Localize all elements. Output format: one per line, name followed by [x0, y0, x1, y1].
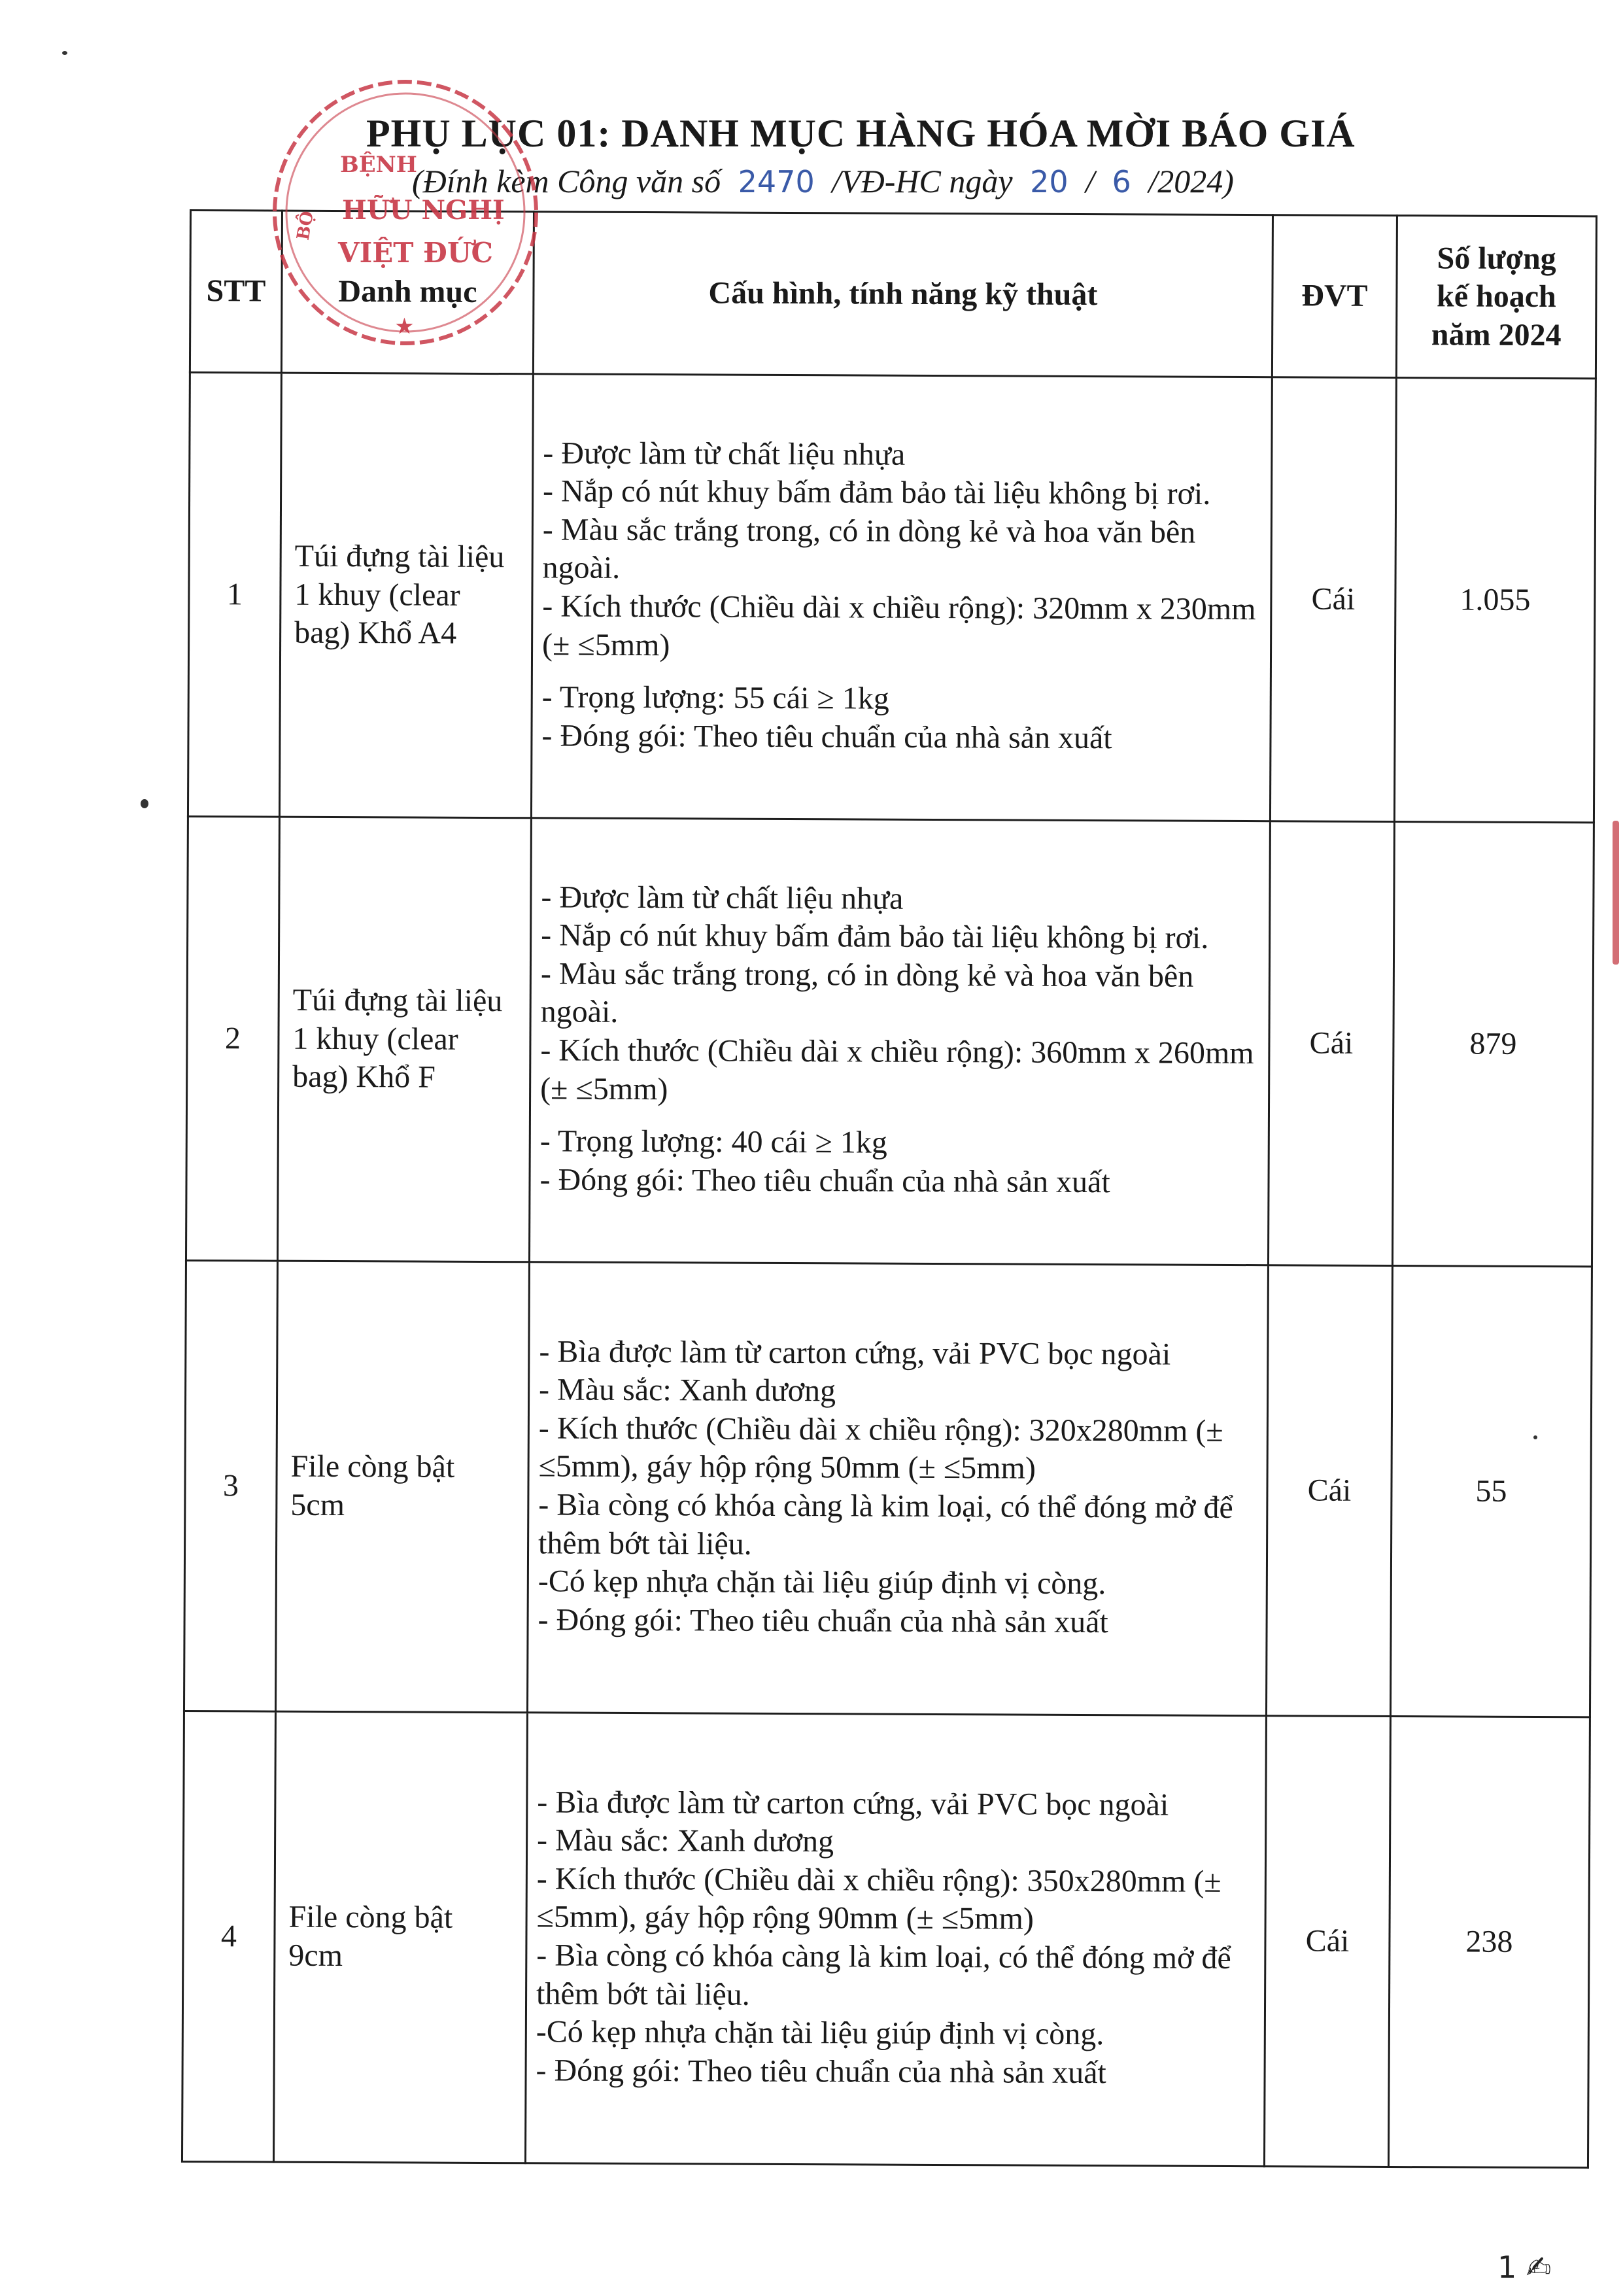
- spec-line: - Màu sắc: Xanh dương: [537, 1823, 834, 1859]
- handwritten-doc-number: 2470: [738, 164, 815, 199]
- spec-line: - Màu sắc trắng trong, có in dòng kẻ và hoa văn bên ngoài.: [540, 956, 1194, 1030]
- table-header-row: [190, 211, 1596, 379]
- spec-line: - Màu sắc: Xanh dương: [539, 1372, 836, 1409]
- row-stt: 3: [184, 1260, 277, 1711]
- spec-line: -Có kẹp nhựa chặn tài liệu giúp định vị còng.: [538, 1564, 1106, 1602]
- stamp-line3: VIỆT ĐỨC: [338, 237, 493, 269]
- stamp-line2: HỮU NGHỊ: [342, 195, 505, 226]
- spec-line: - Trọng lượng: 55 cái ≥ 1kg: [541, 679, 889, 716]
- row-spec: [529, 818, 1270, 1265]
- row-stt: 1: [188, 373, 281, 817]
- scan-edge-mark: [1613, 821, 1619, 965]
- row-stt: 2: [186, 816, 279, 1261]
- header-qty-line3: năm 2024: [1431, 317, 1562, 352]
- row-stt: 4: [182, 1711, 275, 2162]
- spec-line: - Đóng gói: Theo tiêu chuẩn của nhà sản xuất: [539, 1161, 1110, 1199]
- spec-line: - Bìa được làm từ carton cứng, vải PVC bọc ngoài: [539, 1334, 1171, 1372]
- stamp-star-icon: ★: [396, 315, 413, 338]
- table-row: [184, 1260, 1592, 1717]
- table-row: [188, 373, 1596, 823]
- header-qty: [1396, 216, 1596, 379]
- stamp-line1: BỆNH: [340, 152, 417, 178]
- spec-line: - Đóng gói: Theo tiêu chuẩn của nhà sản xuất: [538, 1602, 1108, 1639]
- handwritten-month: 6: [1112, 164, 1131, 199]
- document-title: PHỤ LỤC 01: DANH MỤC HÀNG HÓA MỜI BÁO GIÁ: [366, 112, 1356, 155]
- spec-line: - Kích thước (Chiều dài x chiều rộng): 350x280mm (± ≤5mm), gáy hộp rộng 90mm (± ≤5mm): [536, 1861, 1222, 1937]
- row-qty: 879: [1392, 822, 1594, 1267]
- row-spec: [525, 1713, 1266, 2167]
- header-spec: Cấu hình, tính năng kỹ thuật: [533, 212, 1273, 377]
- header-stt: STT: [190, 211, 282, 373]
- spec-line: - Kích thước (Chiều dài x chiều rộng): 320x280mm (± ≤5mm), gáy hộp rộng 50mm (± ≤5mm): [538, 1411, 1223, 1486]
- row-qty: 55: [1390, 1266, 1592, 1717]
- spec-line: - Màu sắc trắng trong, có in dòng kẻ và hoa văn bên ngoài.: [542, 512, 1196, 586]
- table-row: [182, 1711, 1590, 2167]
- row-spec: [527, 1262, 1268, 1716]
- page-initial: 1 ✍: [1497, 2250, 1552, 2285]
- row-qty: 1.055: [1394, 378, 1596, 823]
- row-name: Túi đựng tài liệu 1 khuy (clear bag) Khổ A4: [279, 373, 533, 818]
- row-unit: Cái: [1266, 1265, 1392, 1717]
- row-name: File còng bật 9cm: [273, 1711, 527, 2163]
- items-table: [181, 209, 1597, 2168]
- header-name: Danh mục: [281, 211, 534, 374]
- spec-line: - Nắp có nút khuy bấm đảm bảo tài liệu không bị rơi.: [543, 473, 1211, 512]
- header-unit: ĐVT: [1272, 215, 1397, 378]
- subtitle-prefix: (Đính kèm Công văn số: [412, 163, 721, 199]
- spec-line: - Nắp có nút khuy bấm đảm bảo tài liệu không bị rơi.: [541, 917, 1209, 956]
- spec-line: -Có kẹp nhựa chặn tài liệu giúp định vị còng.: [536, 2014, 1104, 2052]
- spec-line: - Được làm từ chất liệu nhựa: [541, 880, 904, 916]
- spec-line: - Trọng lượng: 40 cái ≥ 1kg: [539, 1123, 887, 1160]
- stamp-side: BỘ: [293, 209, 318, 242]
- spec-line: - Bìa còng có khóa càng là kim loại, có thể đóng mở để thêm bớt tài liệu.: [536, 1938, 1231, 2012]
- spec-line: - Bìa được làm từ carton cứng, vải PVC bọc ngoài: [537, 1785, 1169, 1823]
- subtitle-year: /2024): [1148, 163, 1234, 199]
- row-qty: 238: [1388, 1717, 1590, 2168]
- spec-line: - Bìa còng có khóa càng là kim loại, có thể đóng mở để thêm bớt tài liệu.: [538, 1487, 1233, 1562]
- header-qty-line1: Số lượng: [1437, 240, 1556, 276]
- document-subtitle: (Đính kèm Công văn số 2470 /VĐ-HC ngày 20 / 6 /2024): [412, 163, 1234, 199]
- row-unit: Cái: [1270, 377, 1396, 822]
- spec-line: - Kích thước (Chiều dài x chiều rộng): 360mm x 260mm (± ≤5mm): [540, 1033, 1254, 1106]
- row-name: Túi đựng tài liệu 1 khuy (clear bag) Khổ F: [277, 817, 531, 1262]
- scan-speck: [62, 51, 67, 55]
- handwritten-day: 20: [1030, 164, 1068, 199]
- row-unit: Cái: [1268, 821, 1394, 1266]
- spec-line: - Đóng gói: Theo tiêu chuẩn của nhà sản xuất: [536, 2052, 1106, 2090]
- header-qty-line2: kế hoạch: [1436, 279, 1556, 315]
- row-spec: [531, 374, 1272, 821]
- scan-speck: [1533, 1435, 1537, 1439]
- table-row: [186, 816, 1594, 1266]
- spec-line: - Đóng gói: Theo tiêu chuẩn của nhà sản xuất: [541, 717, 1112, 755]
- spec-line: - Kích thước (Chiều dài x chiều rộng): 320mm x 230mm (± ≤5mm): [541, 589, 1256, 662]
- row-name: File còng bật 5cm: [275, 1261, 529, 1713]
- scan-speck: [141, 799, 148, 808]
- row-unit: Cái: [1264, 1716, 1390, 2167]
- spec-line: - Được làm từ chất liệu nhựa: [543, 436, 906, 472]
- subtitle-middle: /VĐ-HC ngày: [832, 163, 1013, 199]
